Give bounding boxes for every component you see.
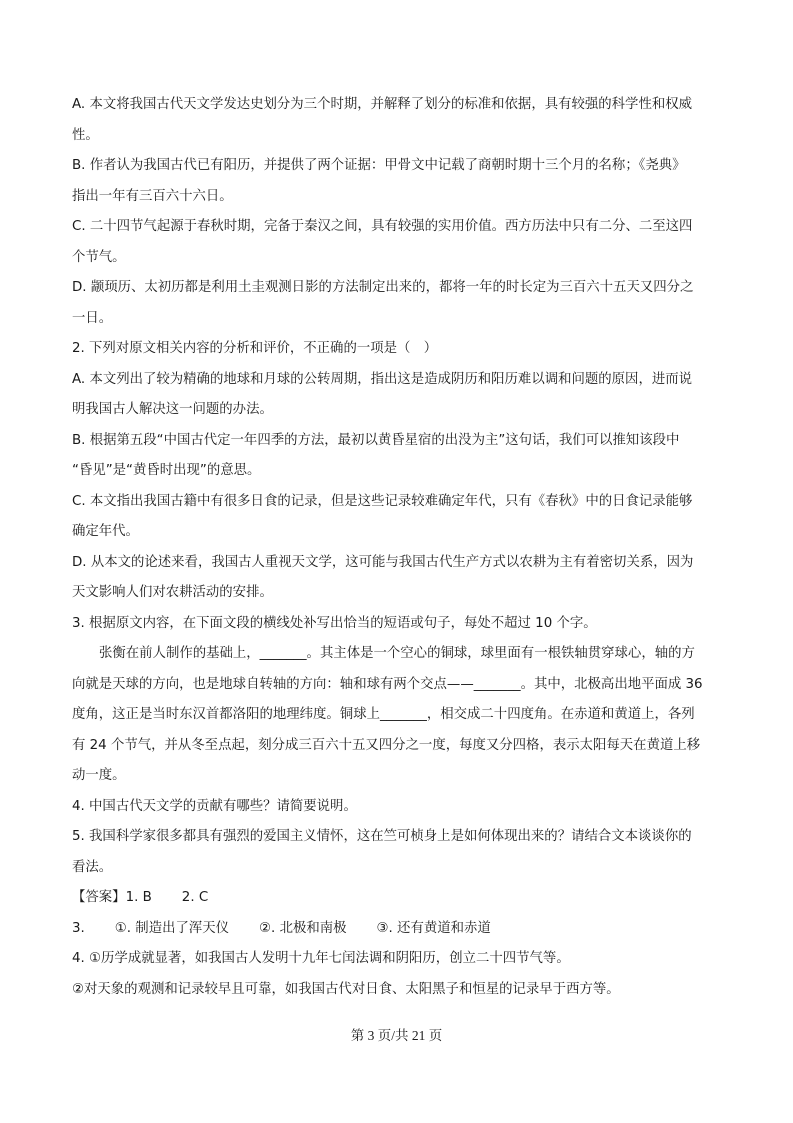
question-4-stem: 4. 中国古代天文学的贡献有哪些？请简要说明。 (72, 798, 357, 814)
passage-line-1: 张衡在前人制作的基础上，_______。其主体是一个空心的铜球，球里面有一根铁轴贯穿球心，轴的方 (99, 646, 695, 661)
answer-q2: 2. C (181, 890, 209, 905)
question-5-stem-line-1: 5. 我国科学家很多都具有强烈的爱国主义情怀，这在竺可桢身上是如何体现出来的？请结合文本谈谈你的 (72, 829, 692, 844)
question-5-stem-line-2: 看法。 (72, 859, 113, 875)
q2-option-c-line-2: 确定年代。 (72, 524, 139, 539)
option-a-line-1: A. 本文将我国古代天文学发达史划分为三个时期，并解释了划分的标准和依据，具有较强的科学性和权威 (72, 97, 693, 112)
answer-q1: 1. B (125, 890, 152, 905)
q2-option-d-line-1: D. 从本文的论述来看，我国古人重视天文学，这可能与我国古代生产方式以农耕为主有着密切关系，因为 (72, 554, 694, 570)
answer-3-number: 3. (72, 920, 85, 936)
q2-option-b-line-2: “昏见”是“黄昏时出现”的意思。 (72, 463, 261, 478)
option-d-line-2: 一日。 (72, 310, 113, 326)
option-c-line-2: 个节气。 (72, 249, 126, 265)
passage-line-5: 动一度。 (72, 768, 126, 783)
q2-option-a-line-2: 明我国古人解决这一问题的办法。 (72, 402, 273, 417)
option-d-line-1: D. 颛顼历、太初历都是利用土圭观测日影的方法制定出来的，都将一年的时长定为三百六十五天又四分之 (72, 280, 694, 295)
q2-option-d-line-2: 天文影响人们对农耕活动的安排。 (72, 585, 273, 600)
q2-option-c-line-1: C. 本文指出我国古籍中有很多日食的记录，但是这些记录较难确定年代，只有《春秋》中的日食记录能够 (72, 493, 693, 509)
answer-4-line-2: ②对天象的观测和记录较早且可靠，如我国古代对日食、太阳黑子和恒星的记录早于西方等。 (72, 981, 620, 997)
q2-option-a-line-1: A. 本文列出了较为精确的地球和月球的公转周期，指出这是造成阴历和阳历难以调和问题的原因，进而说 (72, 371, 693, 387)
option-b-line-1: B. 作者认为我国古代已有阳历，并提供了两个证据：甲骨文中记载了商朝时期十三个月的名称；《尧典》 (72, 158, 686, 173)
answer-3-part-1: ①. 制造出了浑天仪 (114, 920, 230, 936)
answer-3-part-3: ③. 还有黄道和赤道 (376, 920, 491, 936)
question-2-stem: 2. 下列对原文相关内容的分析和评价，不正确的一项是（ ） (72, 341, 438, 356)
option-a-line-2: 性。 (72, 127, 99, 143)
answer-3-part-2: ②. 北极和南极 (259, 920, 347, 936)
answer-4-line-1: 4. ①历学成就显著，如我国古人发明十九年七闰法调和阴阳历，创立二十四节气等。 (72, 951, 570, 966)
document-body (72, 90, 722, 1005)
passage-line-3: 度角，这正是当时东汉首都洛阳的地理纬度。铜球上_______，相交成二十四度角。在赤道和黄道上，各列 (72, 707, 695, 722)
question-3-stem: 3. 根据原文内容，在下面文段的横线处补写出恰当的短语或句子，每处不超过 10 个字。 (72, 615, 597, 631)
option-c-line-1: C. 二十四节气起源于春秋时期，完备于秦汉之间，具有较强的实用价值。西方历法中只有二分、二至这四 (72, 219, 693, 234)
passage-line-4: 有 24 个节气，并从冬至点起，刻分成三百六十五又四分之一度，每度又分四格，表示太阳每天在黄道上移 (72, 737, 701, 753)
passage-line-2: 向就是天球的方向，也是地球自转轴的方向：轴和球有两个交点——_______。其中，北极高出地平面成 36 (72, 676, 703, 692)
q2-option-b-line-1: B. 根据第五段“中国古代定一年四季的方法，最初以黄昏星宿的出没为主”这句话，我们可以推知该段中 (72, 432, 680, 448)
option-b-line-2: 指出一年有三百六十六日。 (72, 188, 233, 204)
answer-3-line (72, 914, 722, 945)
answer-line (72, 883, 722, 914)
page-footer: 第 3 页/共 21 页 (350, 1028, 443, 1043)
answer-tag: 【答案】 (72, 890, 126, 905)
